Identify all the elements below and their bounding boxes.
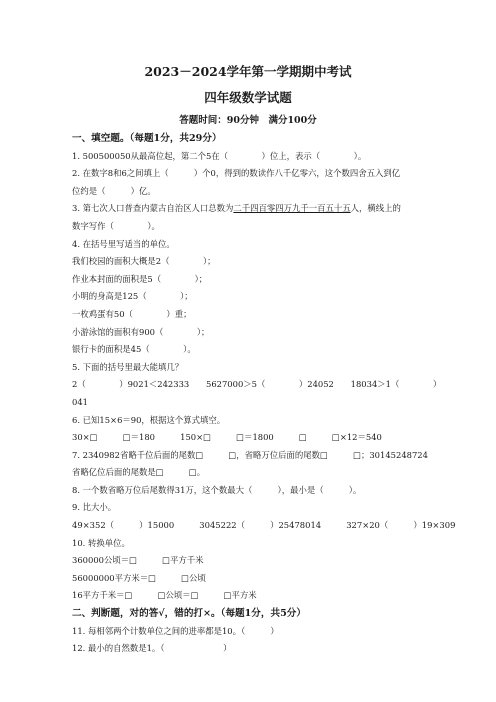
question-9-line: 49×352（ ）15000 3045222（ ）25478014 327×20（ ）19×309 [72,520,456,531]
question-5-line-1: 2（ ）9021＜242333 5627000＞5（ ）24052 18034＞1（ ） [72,379,442,390]
question-4: 4. 在括号里写适当的单位。 [72,238,175,249]
question-1: 1. 500500050从最高位起，第二个5在（ ）位上，表示（ ）。 [72,150,367,161]
question-3-prefix: 3. 第七次人口普查内蒙古自治区人口总数为 [72,203,234,214]
question-6-line: 30×□ □＝180 150×□ □＝1800 □ □×12＝540 [72,432,382,443]
question-4-item-f: 银行卡的面积是45（ ）。 [72,344,196,355]
question-6: 6. 已知15×6＝90，根据这个算式填空。 [72,414,226,425]
question-4-item-a: 我们校园的面积大概是2（ ）； [72,256,216,267]
question-9: 9. 比大小。 [72,502,117,513]
question-2-line-2: 位约是（ ）亿。 [72,185,156,196]
exam-info: 答题时间：90分钟 满分100分 [179,115,317,126]
question-5: 5. 下面的括号里最大能填几？ [72,361,184,372]
question-3-suffix: 人，横线上的 [350,203,401,214]
question-8: 8. 一个数省略万位后尾数得31万，这个数最大（ ），最小是（ ）。 [72,484,362,495]
question-3-underlined-number: 二千四百零四万九千一百五十五 [233,203,351,214]
section-2-heading: 二、判断题，对的答√，错的打×。（每题1分，共5分） [72,608,306,620]
question-10-item-c: 16平方千米＝□ □公顷＝□ □平方米 [72,590,257,601]
exam-title: 2023－2024学年第一学期期中考试 [144,64,352,79]
question-12: 12. 最小的自然数是1。（ ） [72,643,232,654]
question-11: 11. 每相邻两个计数单位之间的进率都是10。（ ） [72,625,279,636]
question-5-line-2: 041 [72,396,88,407]
question-4-item-d: 一枚鸡蛋有50（ ）重； [72,308,192,319]
exam-subtitle: 四年级数学试题 [204,90,292,105]
question-10-item-a: 360000公顷＝□ □平方千米 [72,555,204,566]
question-4-item-c: 小明的身高是125（ ）； [72,291,193,302]
question-4-item-b: 作业本封面的面积是5（ ）； [72,273,208,284]
question-7-line-2: 省略亿位后面的尾数是□ □。 [72,467,206,478]
question-4-item-e: 小游泳馆的面积有900（ ）； [72,326,210,337]
section-1-heading: 一、填空题。（每题1分，共29分） [72,133,222,144]
question-7-line-1: 7. 2340982省略千位后面的尾数□ □，省略万位后面的尾数□ □；30145248724 [72,449,428,460]
question-3-line-2: 数字写作（ ）。 [72,220,160,231]
question-3-line-1 [72,200,432,218]
question-10-item-b: 56000000平方米＝□ □公顷 [72,572,206,583]
question-10: 10. 转换单位。 [72,537,130,548]
exam-content [72,130,456,658]
question-2-line-1: 2. 在数字8和6之间填上（ ）个0，得到的数读作八千亿零六，这个数四舍五入到亿 [72,168,401,179]
